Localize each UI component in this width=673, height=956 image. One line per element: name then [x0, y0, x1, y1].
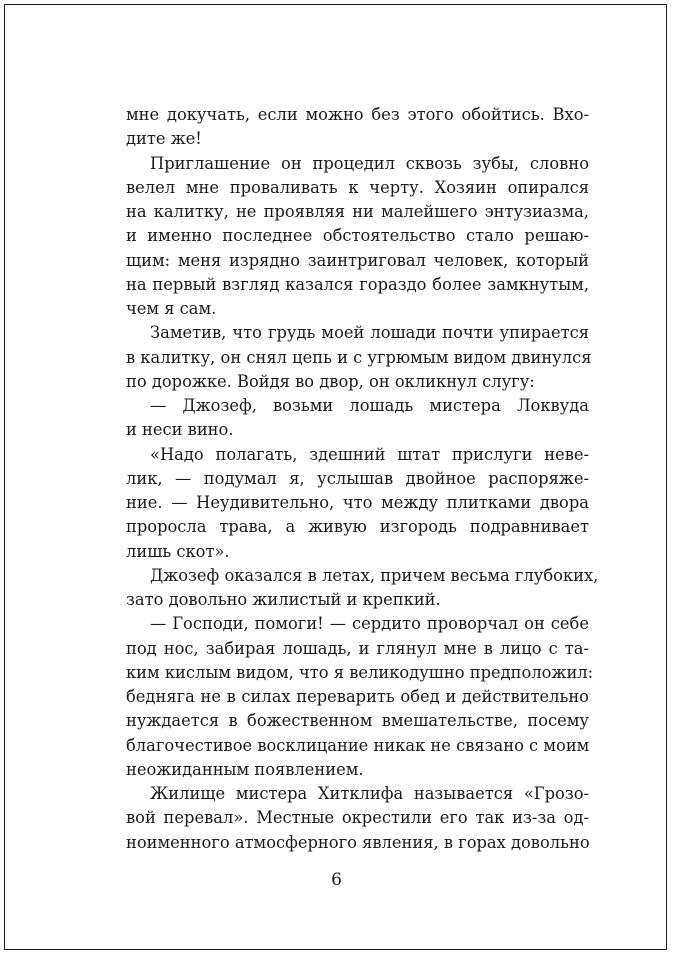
text-line: лишь скот». [126, 541, 230, 561]
text-line: щим: меня изрядно заинтриговал человек, который [126, 250, 589, 270]
text-line: лик, — подумал я, услышав двойное распоряже- [126, 468, 589, 488]
text-line: зато довольно жилистый и крепкий. [126, 590, 441, 609]
text-line: нуждается в божественном вмешательстве, посему [126, 711, 589, 731]
text-line: и неси вино. [126, 420, 234, 440]
text-line: неожиданным появлением. [126, 759, 364, 779]
text-line: Заметив, что грудь моей лошади почти упирается [150, 323, 589, 343]
text-line: по дорожке. Войдя во двор, он окликнул слугу: [126, 371, 535, 391]
text-line: мне докучать, если можно без этого обойтись. Вхо- [126, 105, 589, 124]
text-line: бедняга не в силах переварить обед и действительно [126, 687, 589, 706]
text-line: чем я сам. [126, 299, 217, 318]
text-line: и именно последнее обстоятельство стало решаю- [126, 226, 589, 246]
text-line: велел мне проваливать к черту. Хозяин опирался [126, 177, 589, 197]
body-text [126, 103, 599, 855]
text-line: ноименного атмосферного явления, в горах довольно [126, 832, 590, 852]
text-line: Джозеф оказался в летах, причем весьма глубоких, [150, 565, 599, 585]
text-line: в калитку, он снял цепь и с угрюмым видом двинулся [126, 347, 592, 367]
text-line: Жилище мистера Хитклифа называется «Грозо- [150, 784, 589, 803]
text-line: дите же! [126, 129, 202, 149]
text-line: Приглашение он процедил сквозь зубы, словно [150, 153, 589, 173]
text-line: «Надо полагать, здешний штат прислуги неве- [150, 444, 589, 464]
text-line: на калитку, не проявляя ни малейшего энтузиазма, [126, 202, 589, 221]
text-line: ние. — Неудивительно, что между плитками двора [126, 493, 589, 512]
text-line: вой перевал». Местные окрестили его так из-за од- [126, 808, 589, 828]
text-line: благочестивое восклицание никак не связано с моим [126, 735, 590, 755]
text-line: ким кислым видом, что я великодушно предположил: [126, 662, 594, 682]
text-line: — Джозеф, возьми лошадь мистера Локвуда [150, 396, 589, 415]
text-line: — Господи, помоги! — сердито проворчал он себе [150, 614, 589, 634]
page-number: 6 [331, 870, 342, 890]
text-line: на первый взгляд казался гораздо более замкнутым, [126, 274, 589, 294]
text-line: под нос, забирая лошадь, и глянул мне в лицо с та- [126, 638, 589, 658]
text-line: проросла трава, а живую изгородь подравнивает [126, 517, 589, 537]
